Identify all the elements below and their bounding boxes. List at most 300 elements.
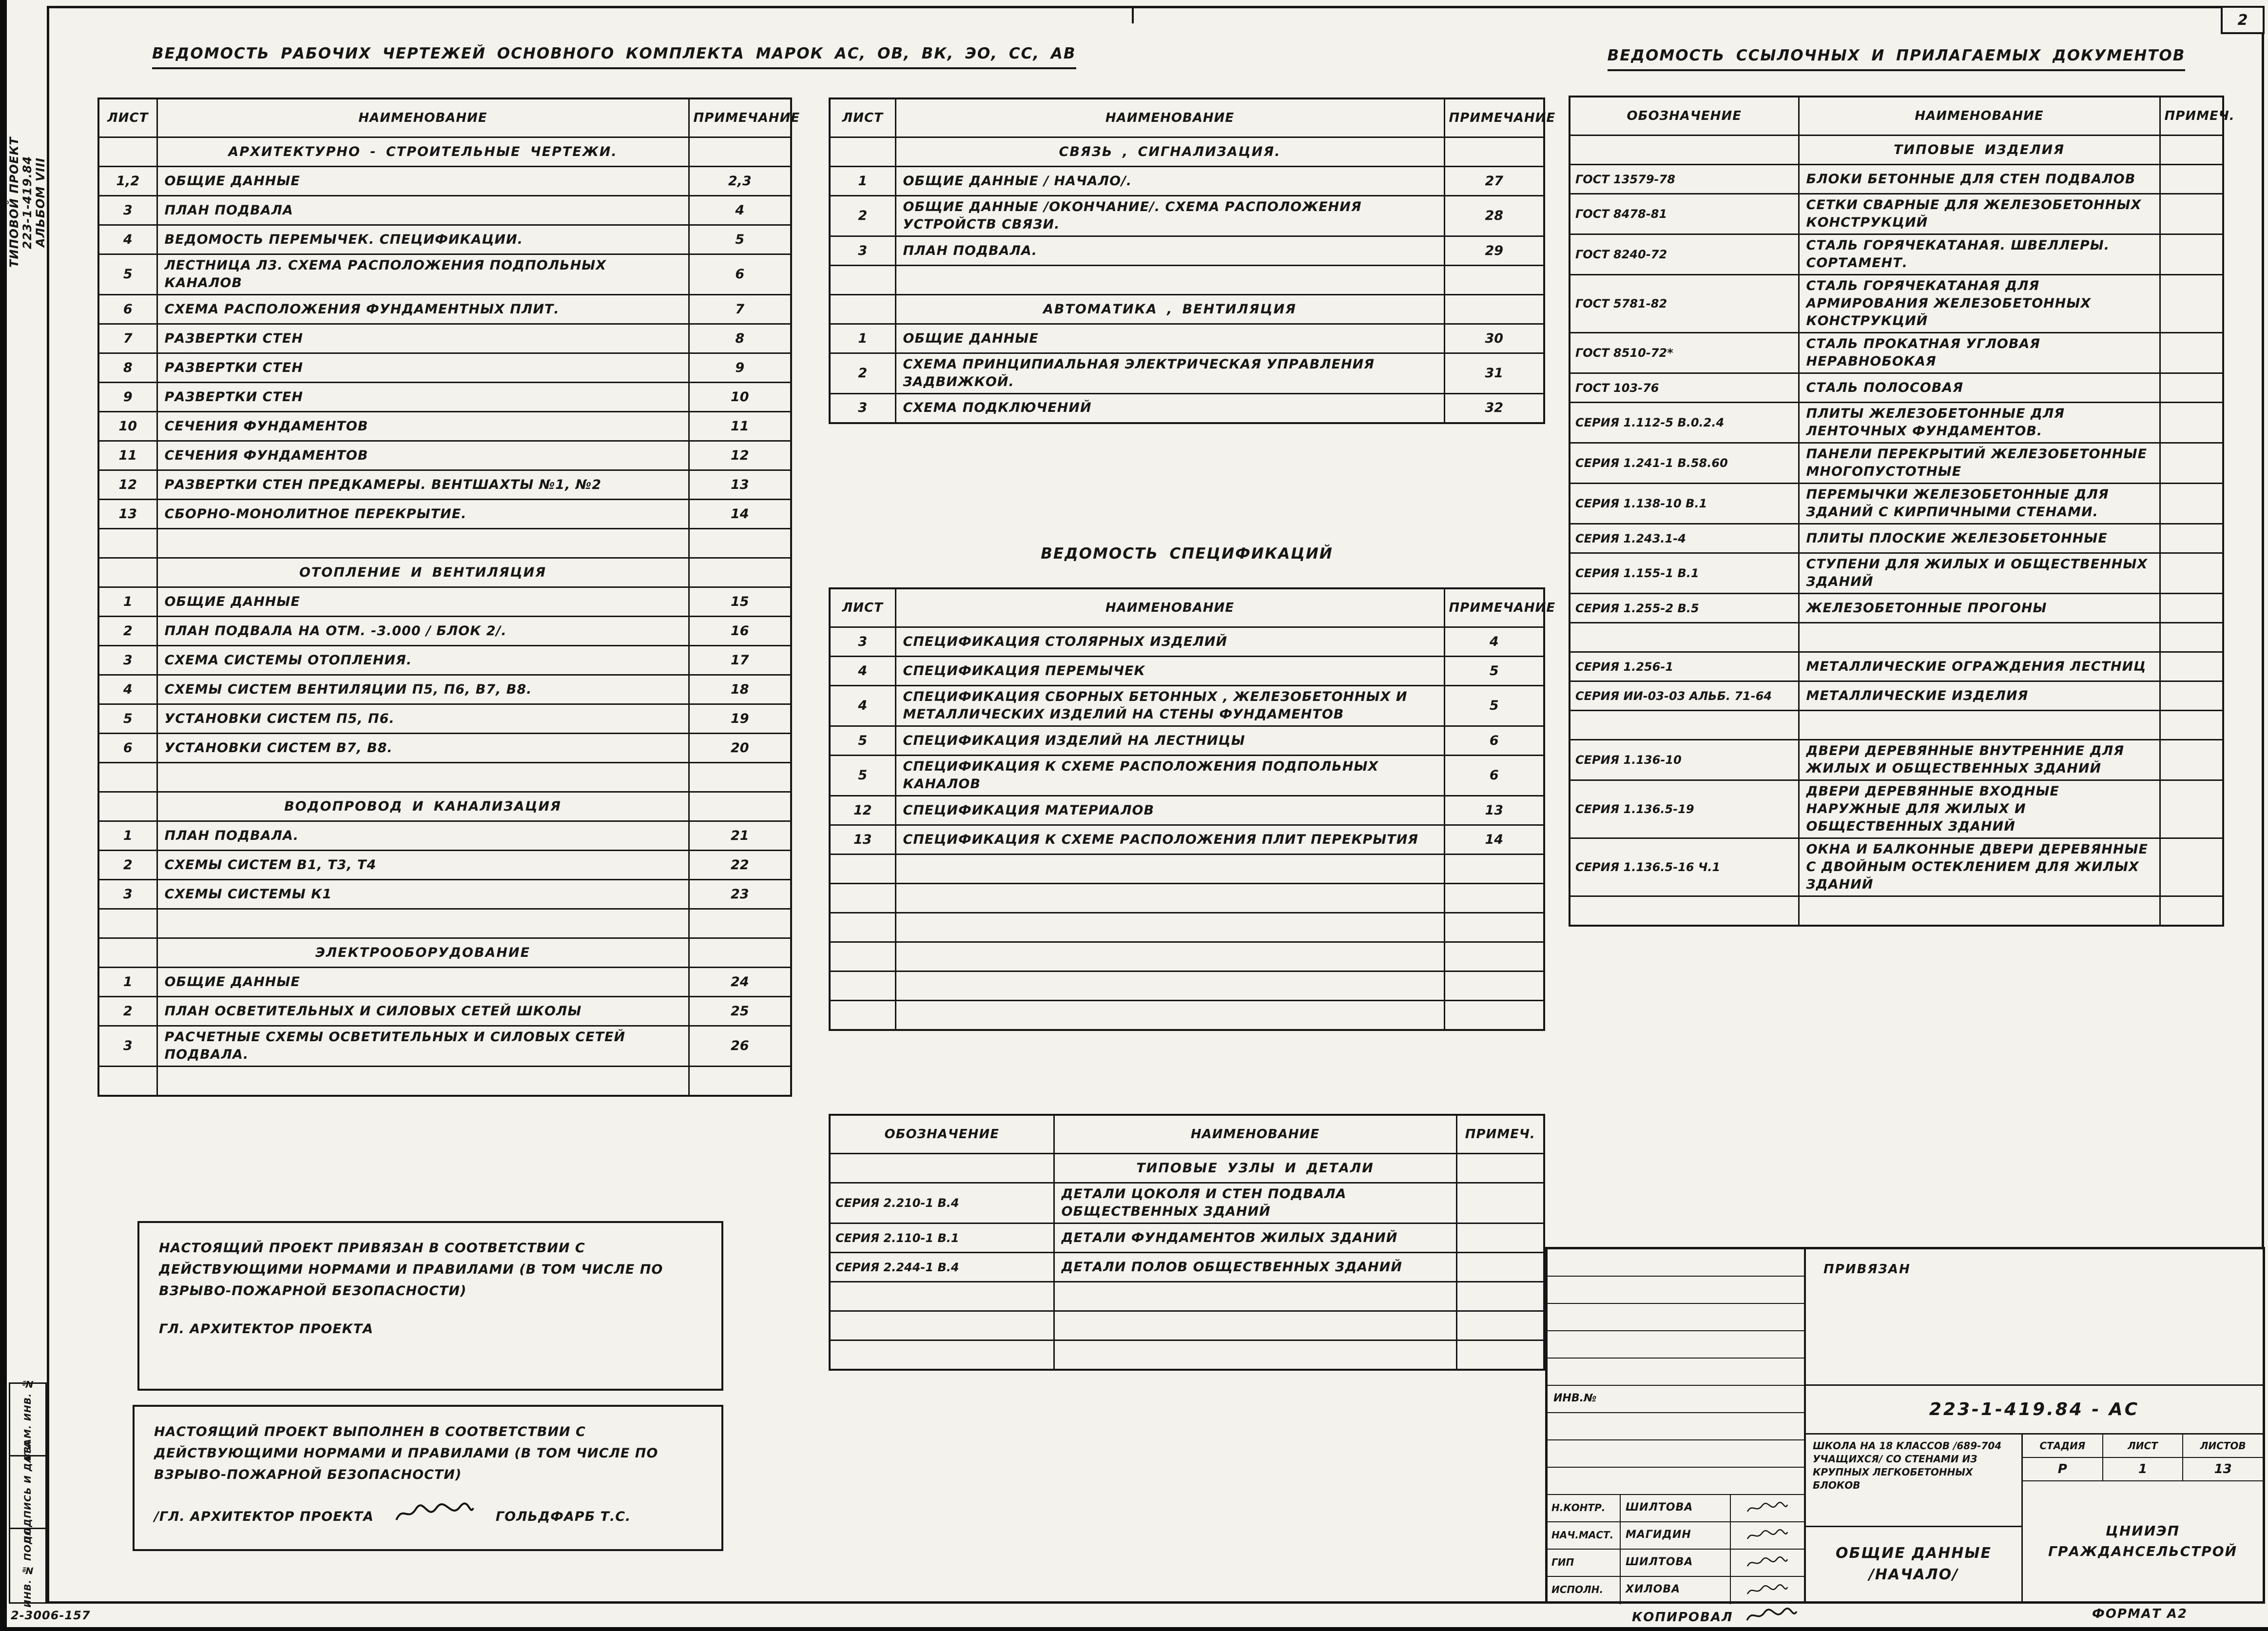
table-cell <box>689 1067 791 1096</box>
table-cell: 3 <box>98 1026 157 1067</box>
table-cell <box>830 854 895 884</box>
table-row <box>830 324 1544 353</box>
table-cell <box>830 1001 895 1030</box>
organization-cell <box>2023 1481 2263 1601</box>
table-cell: 2 <box>98 997 157 1026</box>
table-cell: 13 <box>1444 796 1544 825</box>
table-row <box>830 686 1544 726</box>
table-cell: ОБЩИЕ ДАННЫЕ <box>895 324 1444 353</box>
note-box-1 <box>137 1221 723 1391</box>
table-cell: ОБЩИЕ ДАННЫЕ / НАЧАЛО/. <box>895 167 1444 196</box>
stage-label: СТАДИЯ <box>2023 1435 2103 1457</box>
table-cell <box>2160 652 2223 681</box>
table-cell <box>895 884 1444 913</box>
table-cell: 6 <box>98 734 157 763</box>
table-cell: 3 <box>98 880 157 909</box>
table-row <box>98 851 791 880</box>
table-row <box>830 394 1544 423</box>
margin-box-inv-podl: ИНВ. № ПОДЛ. <box>22 1523 33 1608</box>
table-cell <box>689 763 791 792</box>
table-cell <box>830 884 895 913</box>
table-cell: СПЕЦИФИКАЦИЯ ПЕРЕМЫЧЕК <box>895 657 1444 686</box>
table-cell: СЕРИЯ 1.136.5-16 Ч.1 <box>1570 838 1799 896</box>
table-row <box>98 353 791 383</box>
table-cell <box>1444 1001 1544 1030</box>
table-row <box>1570 524 2223 553</box>
table-cell <box>2160 896 2223 926</box>
table-cell: СЕРИЯ 1.243.1-4 <box>1570 524 1799 553</box>
table-cell: СПЕЦИФИКАЦИЯ ИЗДЕЛИЙ НА ЛЕСТНИЦЫ <box>895 726 1444 756</box>
table-cell <box>1799 896 2160 926</box>
table-cell: 5 <box>830 726 895 756</box>
table-cell <box>830 1311 1054 1340</box>
table-row <box>830 1340 1544 1370</box>
table-row <box>1570 194 2223 234</box>
table-row <box>1570 443 2223 484</box>
table-cell: УСТАНОВКИ СИСТЕМ П5, П6. <box>157 704 689 734</box>
table-cell: ЖЕЛЕЗОБЕТОННЫЕ ПРОГОНЫ <box>1799 594 2160 623</box>
table-cell <box>1456 1282 1544 1311</box>
table-cell <box>2160 136 2223 165</box>
section-heading: АВТОМАТИКА , ВЕНТИЛЯЦИЯ <box>895 295 1444 324</box>
table-cell: СТАЛЬ ПРОКАТНАЯ УГЛОВАЯ НЕРАВНОБОКАЯ <box>1799 333 2160 373</box>
table-cell: 31 <box>1444 353 1544 394</box>
table-row <box>98 500 791 529</box>
communications-table <box>829 97 1556 424</box>
table-cell: 12 <box>689 441 791 470</box>
table-cell: 17 <box>689 646 791 675</box>
table-cell <box>2160 403 2223 443</box>
margin-stamp-boxes <box>9 1378 47 1608</box>
table-cell: СХЕМА СИСТЕМЫ ОТОПЛЕНИЯ. <box>157 646 689 675</box>
table-cell: 2 <box>98 617 157 646</box>
table-cell: 5 <box>830 756 895 796</box>
table-row <box>98 196 791 225</box>
table-cell <box>1456 1311 1544 1340</box>
specifications-table <box>829 587 1556 1031</box>
table-cell: СХЕМА ПРИНЦИПИАЛЬНАЯ ЭЛЕКТРИЧЕСКАЯ УПРАВЛЕНИЯ ЗАДВИЖКОЙ. <box>895 353 1444 394</box>
table-cell: 28 <box>1444 196 1544 236</box>
section-heading-row <box>830 1154 1544 1183</box>
table-row <box>98 470 791 500</box>
table-row <box>830 1311 1544 1340</box>
table-cell: ДВЕРИ ДЕРЕВЯННЫЕ ВХОДНЫЕ НАРУЖНЫЕ ДЛЯ ЖИЛЫХ И ОБЩЕСТВЕННЫХ ЗДАНИЙ <box>1799 780 2160 838</box>
table-cell: ПЛАН ОСВЕТИТЕЛЬНЫХ И СИЛОВЫХ СЕТЕЙ ШКОЛЫ <box>157 997 689 1026</box>
table-row <box>830 913 1544 942</box>
sheet-title-line-2: /НАЧАЛО/ <box>1868 1566 1959 1583</box>
table-cell: СЕРИЯ 2.244-1 В.4 <box>830 1253 1054 1282</box>
table-cell <box>689 529 791 558</box>
working-drawings-table <box>97 97 800 1097</box>
table-cell: 7 <box>689 295 791 324</box>
col-header-sheet: ЛИСТ <box>98 98 157 137</box>
table-cell: ПЛАН ПОДВАЛА <box>157 196 689 225</box>
specifications-title: ВЕДОМОСТЬ СПЕЦИФИКАЦИЙ <box>1041 545 1333 563</box>
table-cell <box>895 971 1444 1001</box>
table-cell: 10 <box>98 412 157 441</box>
table-cell <box>1456 1154 1544 1183</box>
table-cell: 9 <box>98 383 157 412</box>
table-row <box>1570 711 2223 740</box>
table-row <box>98 529 791 558</box>
table-cell: СПЕЦИФИКАЦИЯ К СХЕМЕ РАСПОЛОЖЕНИЯ ПОДПОЛЬНЫХ КАНАЛОВ <box>895 756 1444 796</box>
table-cell: 12 <box>98 470 157 500</box>
copied-signature <box>1745 1607 1799 1628</box>
table-cell <box>2160 165 2223 194</box>
signer-role: ГИП <box>1548 1550 1621 1576</box>
table-row <box>830 825 1544 854</box>
table-cell: РАСЧЕТНЫЕ СХЕМЫ ОСВЕТИТЕЛЬНЫХ И СИЛОВЫХ СЕТЕЙ ПОДВАЛА. <box>157 1026 689 1067</box>
note-paragraph-1: НАСТОЯЩИЙ ПРОЕКТ ПРИВЯЗАН В СООТВЕТСТВИИ С ДЕЙСТВУЮЩИМИ НОРМАМИ И ПРАВИЛАМИ (В ТОМ ЧИСЛЕ ПО ВЗРЫВО-ПОЖАРНОЙ БЕЗОПАСНОСТИ) <box>159 1241 663 1299</box>
note-paragraph-2: НАСТОЯЩИЙ ПРОЕКТ ВЫПОЛНЕН В СООТВЕТСТВИИ С ДЕЙСТВУЮЩИМИ НОРМАМИ И ПРАВИЛАМИ (В ТОМ ЧИСЛЕ ПО ВЗРЫВО-ПОЖАРНОЙ БЕЗОПАСНОСТИ) <box>154 1424 659 1482</box>
table-cell: РАЗВЕРТКИ СТЕН <box>157 383 689 412</box>
table-row <box>830 196 1544 236</box>
table-cell <box>1456 1223 1544 1253</box>
table-cell: 21 <box>689 821 791 851</box>
table-row <box>98 412 791 441</box>
section-heading-row <box>1570 136 2223 165</box>
section-heading: СВЯЗЬ , СИГНАЛИЗАЦИЯ. <box>895 137 1444 167</box>
table-cell: СТУПЕНИ ДЛЯ ЖИЛЫХ И ОБЩЕСТВЕННЫХ ЗДАНИЙ <box>1799 553 2160 594</box>
section-heading: ТИПОВЫЕ УЗЛЫ И ДЕТАЛИ <box>1054 1154 1456 1183</box>
col-header-note: ПРИМЕЧАНИЕ <box>689 98 791 137</box>
table-cell: 3 <box>830 627 895 657</box>
table-cell: 13 <box>98 500 157 529</box>
table-cell <box>830 137 895 167</box>
table-cell: 6 <box>98 295 157 324</box>
table-cell <box>2160 838 2223 896</box>
table-cell: 6 <box>689 254 791 295</box>
table-cell: 14 <box>1444 825 1544 854</box>
table-cell: СЕРИЯ ИИ-03-03 АЛЬБ. 71-64 <box>1570 681 1799 711</box>
table-row <box>1570 333 2223 373</box>
table-cell: РАЗВЕРТКИ СТЕН <box>157 353 689 383</box>
table-cell: 3 <box>830 394 895 423</box>
table-cell: СЕРИЯ 1.241-1 В.58.60 <box>1570 443 1799 484</box>
table-cell: 11 <box>689 412 791 441</box>
table-cell <box>1444 266 1544 295</box>
table-cell <box>1570 896 1799 926</box>
table-row <box>98 617 791 646</box>
table-row <box>1570 780 2223 838</box>
table-cell: 3 <box>98 196 157 225</box>
table-cell <box>895 942 1444 971</box>
table-row <box>98 704 791 734</box>
table-cell: СЕРИЯ 1.136-10 <box>1570 740 1799 780</box>
table-cell <box>98 909 157 938</box>
table-cell <box>157 909 689 938</box>
signer-name: ХИЛОВА <box>1621 1577 1731 1604</box>
organization-line-2: ГРАЖДАНСЕЛЬСТРОЙ <box>2048 1543 2238 1559</box>
table-cell <box>1444 854 1544 884</box>
note-box-2 <box>133 1405 723 1551</box>
table-cell: 8 <box>689 324 791 353</box>
table-cell: СТАЛЬ ПОЛОСОВАЯ <box>1799 373 2160 403</box>
table-cell <box>689 558 791 587</box>
table-row <box>98 909 791 938</box>
header-row <box>1570 97 2223 136</box>
table-cell <box>2160 594 2223 623</box>
references-table <box>1569 96 2235 927</box>
signer-row <box>1548 1522 1804 1550</box>
table-cell: 3 <box>830 236 895 266</box>
table-row <box>98 383 791 412</box>
table-cell: СЕТКИ СВАРНЫЕ ДЛЯ ЖЕЛЕЗОБЕТОННЫХ КОНСТРУКЦИЙ <box>1799 194 2160 234</box>
table-row <box>1570 681 2223 711</box>
table-cell <box>2160 275 2223 333</box>
signer-name: ШИЛТОВА <box>1621 1550 1731 1576</box>
table-row <box>1570 623 2223 652</box>
table-cell <box>830 942 895 971</box>
table-cell: 4 <box>830 686 895 726</box>
table-cell: 15 <box>689 587 791 617</box>
table-row <box>1570 553 2223 594</box>
table-cell: 1 <box>98 968 157 997</box>
table-row <box>98 587 791 617</box>
table-cell: 13 <box>830 825 895 854</box>
table-cell: СБОРНО-МОНОЛИТНОЕ ПЕРЕКРЫТИЕ. <box>157 500 689 529</box>
signer-role: ИСПОЛН. <box>1548 1577 1621 1604</box>
section-heading: ВОДОПРОВОД И КАНАЛИЗАЦИЯ <box>157 792 689 821</box>
empty-row <box>1548 1359 1804 1386</box>
table-row <box>98 675 791 704</box>
table-cell: ОБЩИЕ ДАННЫЕ <box>157 167 689 196</box>
table-row <box>830 627 1544 657</box>
table-cell: 1,2 <box>98 167 157 196</box>
table-cell: 32 <box>1444 394 1544 423</box>
table-row <box>1570 165 2223 194</box>
table-cell <box>895 913 1444 942</box>
table-cell: 22 <box>689 851 791 880</box>
table-row <box>830 756 1544 796</box>
margin-box-podpis-data: ПОДПИСЬ И ДАТА <box>10 1456 45 1529</box>
col-header-designation: ОБОЗНАЧЕНИЕ <box>1570 97 1799 136</box>
table-cell: УСТАНОВКИ СИСТЕМ В7, В8. <box>157 734 689 763</box>
table-cell <box>2160 553 2223 594</box>
table-cell <box>2160 333 2223 373</box>
table-row <box>1570 838 2223 896</box>
inv-number-label: ИНВ.№ <box>1548 1386 1804 1413</box>
table-cell: 18 <box>689 675 791 704</box>
table-cell <box>830 295 895 324</box>
note-sign-1: ГЛ. АРХИТЕКТОР ПРОЕКТА <box>159 1321 374 1337</box>
table-row <box>1570 896 2223 926</box>
document-number-cell <box>1806 1386 2263 1435</box>
table-cell: ДЕТАЛИ ФУНДАМЕНТОВ ЖИЛЫХ ЗДАНИЙ <box>1054 1223 1456 1253</box>
table-cell <box>1444 884 1544 913</box>
table-cell: 5 <box>98 254 157 295</box>
table-cell: ОБЩИЕ ДАННЫЕ /ОКОНЧАНИЕ/. СХЕМА РАСПОЛОЖЕНИЯ УСТРОЙСТВ СВЯЗИ. <box>895 196 1444 236</box>
table-cell: ГОСТ 5781-82 <box>1570 275 1799 333</box>
table-cell: МЕТАЛЛИЧЕСКИЕ ОГРАЖДЕНИЯ ЛЕСТНИЦ <box>1799 652 2160 681</box>
table-cell: 12 <box>830 796 895 825</box>
signer-rows <box>1548 1495 1804 1604</box>
table-cell <box>689 137 791 167</box>
working-drawings-title: ВЕДОМОСТЬ РАБОЧИХ ЧЕРТЕЖЕЙ ОСНОВНОГО КОМПЛЕКТА МАРОК АС, ОВ, ВК, ЭО, СС, АВ <box>152 45 1076 69</box>
table-row <box>98 441 791 470</box>
copied-label: КОПИРОВАЛ <box>1632 1610 1733 1625</box>
sheet-title-line-1: ОБЩИЕ ДАННЫЕ <box>1836 1545 1992 1562</box>
table-row <box>830 1183 1544 1223</box>
table-cell: ДЕТАЛИ ЦОКОЛЯ И СТЕН ПОДВАЛА ОБЩЕСТВЕННЫХ ЗДАНИЙ <box>1054 1183 1456 1223</box>
table-cell <box>830 266 895 295</box>
table-cell <box>689 909 791 938</box>
scan-edge-left <box>0 0 7 1631</box>
table-row <box>830 854 1544 884</box>
table-row <box>98 646 791 675</box>
table-row <box>830 353 1544 394</box>
table-cell: 1 <box>830 324 895 353</box>
table-cell: 27 <box>1444 167 1544 196</box>
table-cell <box>157 529 689 558</box>
table-row <box>98 1067 791 1096</box>
signature <box>1731 1577 1804 1604</box>
stage-sheet-header-row <box>2023 1435 2263 1458</box>
table-cell: СЕРИЯ 1.155-1 В.1 <box>1570 553 1799 594</box>
table-cell: 5 <box>689 225 791 254</box>
col-header-note: ПРИМЕЧАНИЕ <box>1444 588 1544 627</box>
table-cell: 1 <box>830 167 895 196</box>
table-row <box>830 884 1544 913</box>
table-cell <box>98 763 157 792</box>
section-heading: ТИПОВЫЕ ИЗДЕЛИЯ <box>1799 136 2160 165</box>
table-cell: ГОСТ 8240-72 <box>1570 234 1799 275</box>
margin-project-stamp-text: ТИПОВОЙ ПРОЕКТ 223-1-419.84 АЛЬБОМ VIII <box>7 136 47 268</box>
copied-by <box>1632 1607 1799 1628</box>
col-header-name: НАИМЕНОВАНИЕ <box>1054 1115 1456 1154</box>
table-cell <box>1799 711 2160 740</box>
table-cell: 10 <box>689 383 791 412</box>
table-cell: 6 <box>1444 726 1544 756</box>
col-header-name: НАИМЕНОВАНИЕ <box>1799 97 2160 136</box>
table-cell <box>1456 1183 1544 1223</box>
col-header-name: НАИМЕНОВАНИЕ <box>895 98 1444 137</box>
table-row <box>830 1223 1544 1253</box>
table-cell <box>1444 913 1544 942</box>
table-cell: ПЕРЕМЫЧКИ ЖЕЛЕЗОБЕТОННЫЕ ДЛЯ ЗДАНИЙ С КИРПИЧНЫМИ СТЕНАМИ. <box>1799 484 2160 524</box>
table-cell <box>689 938 791 968</box>
col-header-designation: ОБОЗНАЧЕНИЕ <box>830 1115 1054 1154</box>
table-cell: ПЛАН ПОДВАЛА. <box>157 821 689 851</box>
table-cell: РАЗВЕРТКИ СТЕН <box>157 324 689 353</box>
table-row <box>98 254 791 295</box>
table-cell <box>98 938 157 968</box>
table-row <box>98 734 791 763</box>
table-row <box>98 997 791 1026</box>
table-cell: ОБЩИЕ ДАННЫЕ <box>157 587 689 617</box>
header-row <box>830 1115 1544 1154</box>
table-cell <box>2160 194 2223 234</box>
table-cell: 11 <box>98 441 157 470</box>
table-cell: ПЛИТЫ ЖЕЛЕЗОБЕТОННЫЕ ДЛЯ ЛЕНТОЧНЫХ ФУНДАМЕНТОВ. <box>1799 403 2160 443</box>
table-cell: СЕРИЯ 1.112-5 В.0.2.4 <box>1570 403 1799 443</box>
table-cell <box>895 854 1444 884</box>
table-row <box>830 726 1544 756</box>
table-cell: 26 <box>689 1026 791 1067</box>
empty-row <box>1548 1468 1804 1495</box>
table-cell: ДВЕРИ ДЕРЕВЯННЫЕ ВНУТРЕННИЕ ДЛЯ ЖИЛЫХ И ОБЩЕСТВЕННЫХ ЗДАНИЙ <box>1799 740 2160 780</box>
signer-name: ШИЛТОВА <box>1621 1495 1731 1521</box>
table-cell: 7 <box>98 324 157 353</box>
table-cell: 13 <box>689 470 791 500</box>
scan-edge-bottom <box>0 1627 2268 1631</box>
table-cell: ПЛИТЫ ПЛОСКИЕ ЖЕЛЕЗОБЕТОННЫЕ <box>1799 524 2160 553</box>
table-cell <box>1444 295 1544 324</box>
table-cell: 19 <box>689 704 791 734</box>
sheet-label: ЛИСТ <box>2103 1435 2184 1457</box>
table-cell: СХЕМА ПОДКЛЮЧЕНИЙ <box>895 394 1444 423</box>
empty-row <box>1548 1249 1804 1277</box>
section-heading: ЭЛЕКТРООБОРУДОВАНИЕ <box>157 938 689 968</box>
table-cell: ПЛАН ПОДВАЛА. <box>895 236 1444 266</box>
table-cell <box>98 137 157 167</box>
table-cell <box>2160 524 2223 553</box>
document-number: 223-1-419.84 - АС <box>1929 1399 2140 1419</box>
signature <box>1731 1550 1804 1576</box>
table-row <box>1570 740 2223 780</box>
table-cell: ГОСТ 8478-81 <box>1570 194 1799 234</box>
table-cell: СХЕМЫ СИСТЕМ В1, Т3, Т4 <box>157 851 689 880</box>
typical-details-table <box>829 1114 1545 1371</box>
table-cell: СПЕЦИФИКАЦИЯ МАТЕРИАЛОВ <box>895 796 1444 825</box>
table-cell <box>2160 740 2223 780</box>
signer-role: Н.КОНТР. <box>1548 1495 1621 1521</box>
table-row <box>830 266 1544 295</box>
table-cell <box>1444 137 1544 167</box>
col-header-name: НАИМЕНОВАНИЕ <box>895 588 1444 627</box>
table-cell: СПЕЦИФИКАЦИЯ СБОРНЫХ БЕТОННЫХ , ЖЕЛЕЗОБЕТОННЫХ И МЕТАЛЛИЧЕСКИХ ИЗДЕЛИЙ НА СТЕНЫ ФУНДАМЕНТОВ <box>895 686 1444 726</box>
table-cell <box>98 792 157 821</box>
table-cell <box>1054 1282 1456 1311</box>
table-cell: 2 <box>830 353 895 394</box>
table-cell <box>2160 234 2223 275</box>
table-cell <box>2160 711 2223 740</box>
table-cell: РАЗВЕРТКИ СТЕН ПРЕДКАМЕРЫ. ВЕНТШАХТЫ №1, №2 <box>157 470 689 500</box>
section-heading-row <box>830 137 1544 167</box>
table-cell: 5 <box>1444 657 1544 686</box>
table-row <box>98 324 791 353</box>
table-cell: СЕРИЯ 1.255-2 В.5 <box>1570 594 1799 623</box>
table-cell <box>98 1067 157 1096</box>
sheet-value: 1 <box>2103 1458 2184 1480</box>
col-header-note: ПРИМЕЧАНИЕ <box>1444 98 1544 137</box>
table-cell: СПЕЦИФИКАЦИЯ К СХЕМЕ РАСПОЛОЖЕНИЯ ПЛИТ ПЕРЕКРЫТИЯ <box>895 825 1444 854</box>
table-cell: СЕРИЯ 2.110-1 В.1 <box>830 1223 1054 1253</box>
table-cell: СХЕМЫ СИСТЕМ ВЕНТИЛЯЦИИ П5, П6, В7, В8. <box>157 675 689 704</box>
table-cell: ОБЩИЕ ДАННЫЕ <box>157 968 689 997</box>
stage-sheet-value-row <box>2023 1458 2263 1481</box>
table-row <box>1570 652 2223 681</box>
table-cell: 30 <box>1444 324 1544 353</box>
page-number-box <box>2221 6 2265 34</box>
title-block-left-grid <box>1548 1249 1806 1601</box>
table-cell: 14 <box>689 500 791 529</box>
table-cell: 1 <box>98 821 157 851</box>
table-cell <box>830 971 895 1001</box>
privyazan-cell <box>1806 1249 2263 1386</box>
table-row <box>830 1001 1544 1030</box>
header-row <box>830 98 1544 137</box>
signer-row <box>1548 1577 1804 1604</box>
table-cell: БЛОКИ БЕТОННЫЕ ДЛЯ СТЕН ПОДВАЛОВ <box>1799 165 2160 194</box>
table-cell <box>830 1282 1054 1311</box>
object-description: ШКОЛА НА 18 КЛАССОВ /689-704 УЧАЩИХСЯ/ СО СТЕНАМИ ИЗ КРУПНЫХ ЛЕГКОБЕТОННЫХ БЛОКОВ <box>1806 1435 2021 1527</box>
table-row <box>830 167 1544 196</box>
references-title: ВЕДОМОСТЬ ССЫЛОЧНЫХ И ПРИЛАГАЕМЫХ ДОКУМЕНТОВ <box>1569 47 2224 71</box>
empty-row <box>1548 1413 1804 1440</box>
table-row <box>830 1282 1544 1311</box>
table-cell: 5 <box>98 704 157 734</box>
